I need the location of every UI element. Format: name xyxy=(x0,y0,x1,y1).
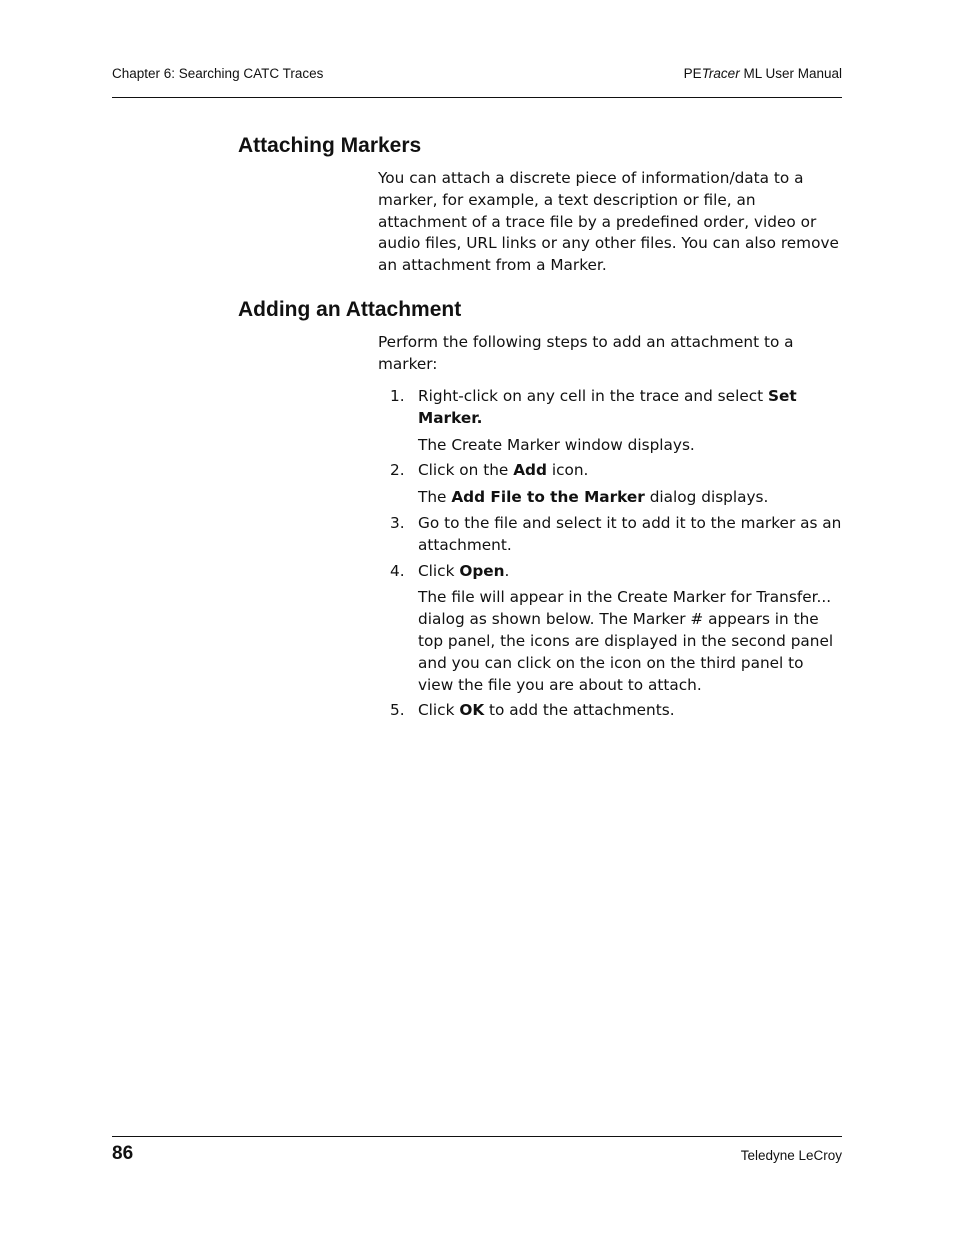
list-item xyxy=(378,460,842,509)
step-text-plain: Right-click on any cell in the trace and select xyxy=(418,387,768,405)
step-result-note xyxy=(418,587,842,696)
step-text-plain: Click xyxy=(418,701,460,720)
step-text-plain: Click on the xyxy=(418,461,514,480)
step-text-bold: Set Marker. xyxy=(418,387,797,427)
note-text: The Create Marker window displays. xyxy=(418,435,695,454)
footer-company: Teledyne LeCroy xyxy=(740,1148,842,1163)
step-number: 3. xyxy=(390,513,405,532)
step-text xyxy=(418,700,842,722)
header-divider xyxy=(112,97,842,98)
step-text xyxy=(418,460,842,482)
manual-title-suffix: ML User Manual xyxy=(739,66,842,81)
step-number: 1. xyxy=(390,387,405,405)
step-number: 2. xyxy=(390,461,405,480)
attaching-markers-paragraph: You can attach a discrete piece of information/data to a marker, for example, a text description or file, an attachment of a trace file by a predefined order, video or audio files, URL links or any other files. You can also remove an attachment from a Marker. xyxy=(378,169,839,275)
step-number: 4. xyxy=(390,561,405,580)
running-header-manual-title xyxy=(684,66,842,81)
list-item xyxy=(378,513,842,557)
list-item xyxy=(378,561,842,697)
section-heading-attaching-markers: Attaching Markers xyxy=(238,134,422,157)
step-text xyxy=(418,561,842,583)
step-text-plain: . xyxy=(504,561,510,580)
step-text-bold: Add xyxy=(513,461,547,480)
page-number: 86 xyxy=(112,1143,134,1164)
section-heading-adding-attachment: Adding an Attachment xyxy=(238,298,462,321)
steps-list xyxy=(378,386,842,722)
adding-attachment-intro: Perform the following steps to add an attachment to a marker: xyxy=(378,333,794,373)
step-number: 5. xyxy=(390,701,405,720)
step-text-plain: Click xyxy=(418,561,460,580)
step-text-bold: OK xyxy=(459,701,485,720)
footer-divider xyxy=(112,1136,842,1137)
step-text-plain: to add the attachments. xyxy=(484,701,675,720)
manual-title-prefix: PE xyxy=(683,66,702,81)
note-text-bold: Add File to the Marker xyxy=(451,488,645,507)
note-text: dialog displays. xyxy=(644,488,769,507)
step-text-plain: icon. xyxy=(546,461,589,480)
note-text: The xyxy=(418,488,452,507)
step-result-note xyxy=(418,435,842,457)
step-text xyxy=(418,386,842,430)
running-header-chapter: Chapter 6: Searching CATC Traces xyxy=(112,66,324,81)
step-result-note xyxy=(418,487,842,509)
list-item xyxy=(378,386,842,456)
list-item xyxy=(378,700,842,722)
step-text-bold: Open xyxy=(459,561,505,580)
step-text-plain: Go to the file and select it to add it to the marker as an attachment. xyxy=(418,513,842,554)
step-text xyxy=(418,513,842,557)
note-text: The file will appear in the Create Marker for Transfer... dialog as shown below. The Marker # appears in the top panel, the icons are displayed in the second panel and you can click on the icon on the third panel to view the file you are about to attach. xyxy=(418,588,834,694)
manual-title-italic: Tracer xyxy=(701,66,740,81)
